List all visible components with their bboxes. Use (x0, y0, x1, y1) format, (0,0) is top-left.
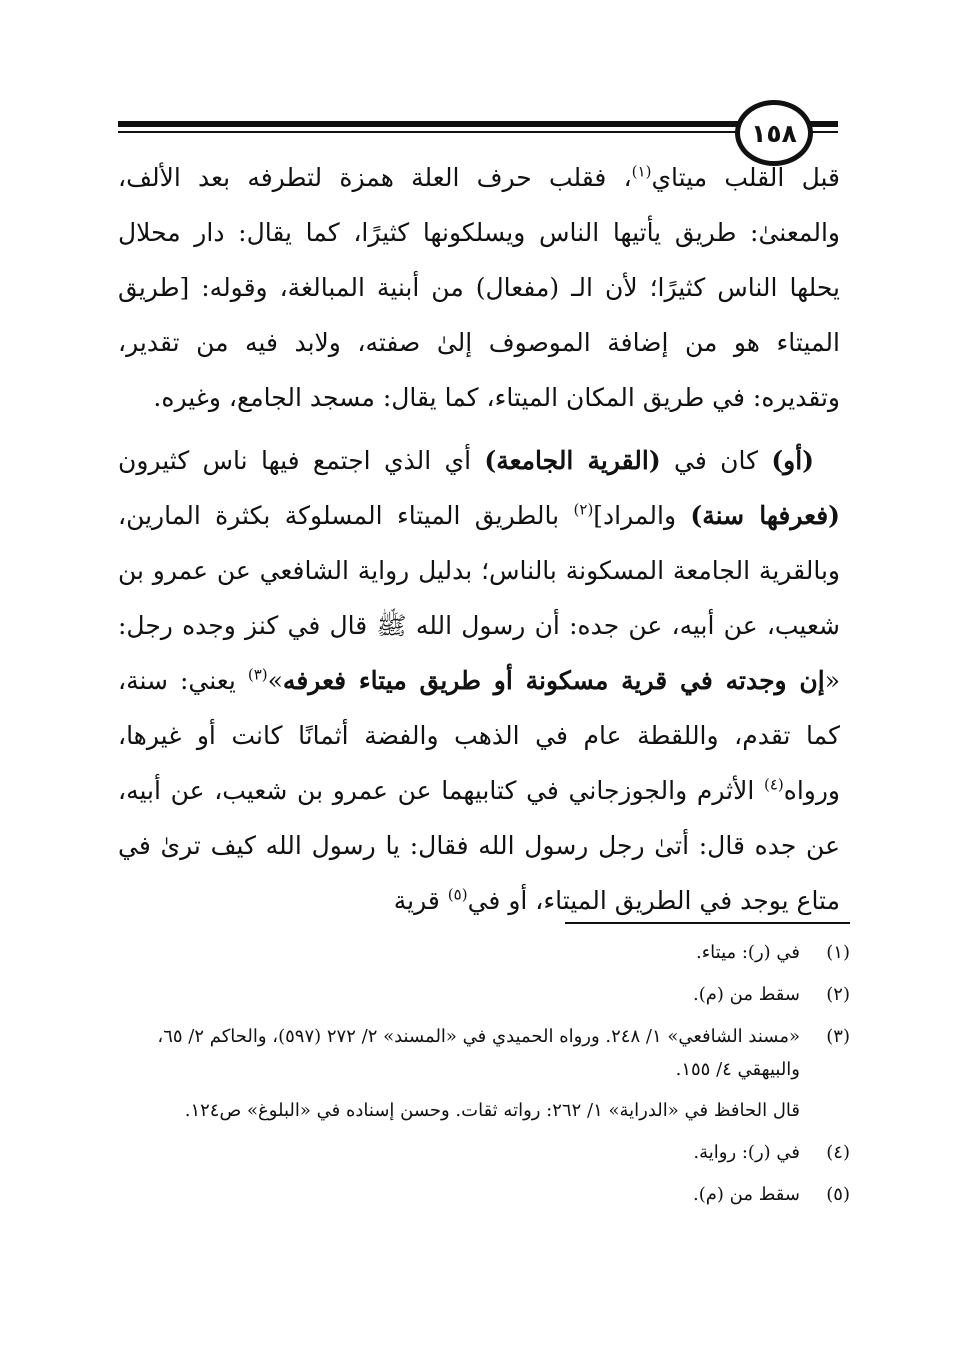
footnote-marker: (٢) (573, 500, 594, 519)
footnote-text-extra: قال الحافظ في «الدراية» ١/ ٢٦٢: رواته ثقات. وحسن إسناده في «البلوغ» ص١٢٤. (184, 1100, 800, 1121)
footnote-number: (٥) (826, 1184, 850, 1205)
footnote-text (118, 978, 800, 1011)
footnote-number: (٣) (826, 1026, 850, 1047)
text-segment: يعني: سنة، كما تقدم، واللقطة عام في الذهب والفضة أثمانًا كانت أو غيرها، ورواه (118, 666, 840, 805)
footnote-text-main: سقط من (م). (693, 984, 800, 1005)
footnote (118, 1136, 850, 1169)
footnote-text (118, 1178, 800, 1211)
main-text (118, 150, 840, 928)
footnote (118, 1178, 850, 1211)
text-segment: » (267, 666, 283, 695)
footnote-number: (٢) (826, 984, 850, 1005)
text-segment: ، فقلب حرف العلة همزة لتطرفه بعد الألف، والمعنىٰ: طريق يأتيها الناس ويسلكونها كثيرًا، كما يقال: دار محلال يحلها الناس كثيرًا؛ لأن الـ (مفعال) من أبنية المبالغة، وقوله: [طريق الميتاء هو من إضافة الموصوف إلىٰ صفته، ولابد فيه من تقدير، وتقديره: في طريق المكان الميتاء، كما يقال: مسجد الجامع، وغيره. (118, 163, 840, 412)
header-thick-line (118, 121, 838, 127)
text-segment: أي الذي اجتمع فيها ناس كثيرون (118, 446, 485, 475)
footnote (118, 978, 850, 1011)
header-thin-line (118, 131, 838, 133)
footnote-number: (٤) (826, 1142, 850, 1163)
footnote (118, 936, 850, 969)
footnote-marker: (٣) (247, 665, 268, 684)
text-segment: الأثرم والجوزجاني في كتابيهما عن عمرو بن شعيب، عن أبيه، عن جده قال: أتىٰ رجل رسول الله فقال: يا رسول الله كيف ترىٰ في متاع يوجد في الطريق الميتاء، أو في (118, 776, 840, 915)
footnote-text-main: في (ر): رواية. (693, 1142, 800, 1163)
footnote-text-main: «مسند الشافعي» ١/ ٢٤٨. ورواه الحميدي في «المسند» ٢/ ٢٧٢ (٥٩٧)، والحاكم ٢/ ٦٥، والبيهقي ٤/ ١٥٥. (157, 1026, 800, 1080)
footnote-separator (565, 922, 850, 924)
text-segment: كان في (660, 446, 772, 475)
text-segment: والمراد] (593, 501, 691, 530)
page-number: ١٥٨ (751, 118, 797, 148)
footnote-text (118, 1020, 800, 1127)
footnote-text-main: سقط من (م). (693, 1184, 800, 1205)
text-segment: (فعرفها سنة) (690, 501, 841, 530)
text-segment: (أو) (771, 446, 814, 475)
paragraph (118, 150, 840, 425)
footnote-text (118, 1136, 800, 1169)
footnote-text (118, 936, 800, 969)
footnote-text-main: في (ر): ميتاء. (695, 942, 800, 963)
footnote-number: (١) (826, 942, 850, 963)
text-segment: بالطريق الميتاء المسلوكة بكثرة المارين، وبالقرية الجامعة المسكونة بالناس؛ بدليل رواية الشافعي عن عمرو بن شعيب، عن أبيه، عن جده: أن رسول الله ﷺ قال في كنز وجده رجل: « (118, 501, 840, 695)
footnotes (118, 936, 850, 1220)
text-segment: إن وجدته في قرية مسكونة أو طريق ميتاء فعرفه (282, 666, 825, 695)
footnote (118, 1020, 850, 1127)
footnote-marker: (٥) (447, 885, 468, 904)
paragraph (118, 433, 840, 928)
footnote-marker: (٤) (763, 775, 784, 794)
text-segment: (القرية الجامعة) (484, 446, 661, 475)
text-segment: قرية (393, 886, 448, 915)
footnote-marker: (١) (631, 162, 652, 181)
text-segment: قبل القلب ميتاي (651, 163, 840, 192)
